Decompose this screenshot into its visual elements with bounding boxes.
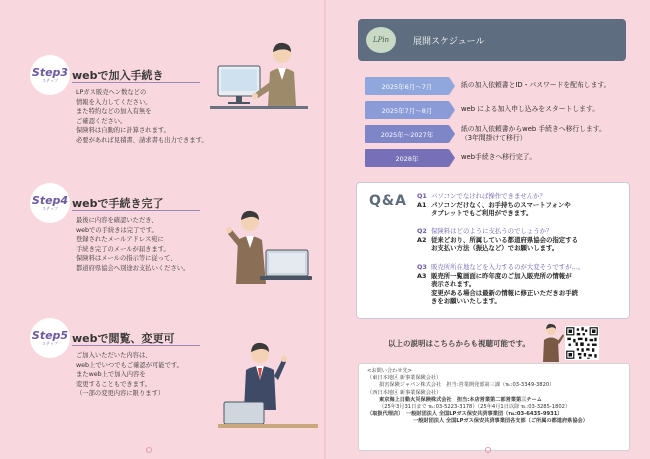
qa-answer-text: きをお願いいたします。 bbox=[431, 297, 501, 306]
qa-item bbox=[417, 227, 627, 253]
qa-answer bbox=[417, 280, 627, 289]
step5-badge bbox=[30, 318, 70, 358]
person-with-laptop-illustration bbox=[222, 206, 314, 286]
contact-box bbox=[358, 363, 630, 451]
person-at-desktop-illustration bbox=[210, 36, 310, 126]
contact-line: （25年3月31日まで ℡:03-5223-3178）（25年4月1日以降 ℡:03-3285-1802） bbox=[379, 404, 571, 411]
schedule-row bbox=[365, 149, 627, 167]
contact-line: 一般財団法人 全国LPガス保安共済事業団各支部（ご所属の都道府県協会） bbox=[413, 418, 588, 425]
qa-answer-text: パソコンだけなく、お手持ちのスマートフォンや bbox=[431, 200, 571, 209]
lpin-logo: LPin bbox=[366, 27, 396, 53]
step4-line: webでの手続きは完了です。 bbox=[76, 226, 158, 234]
qa-answer-key: A1 bbox=[417, 200, 427, 209]
qa-answer bbox=[417, 201, 627, 210]
qa-answer-key: A3 bbox=[417, 271, 427, 280]
step3-sub: ステップ bbox=[42, 78, 58, 83]
step5-title: webで閲覧、変更可 bbox=[72, 332, 175, 345]
qa-question-text: 保険料はどのように支払うのでしょうか？ bbox=[431, 227, 553, 235]
qa-answer-text: 変更がある場合は最新の情報に修正いただきお手続 bbox=[431, 288, 578, 297]
qa-item bbox=[417, 263, 627, 306]
step3-line: LPガス販売ヘン数などの bbox=[76, 89, 147, 96]
step4-badge bbox=[30, 183, 70, 223]
step5-sub: ステップ bbox=[42, 341, 58, 346]
schedule-row bbox=[365, 125, 627, 143]
qa-question bbox=[417, 263, 627, 272]
qa-question bbox=[417, 227, 627, 236]
step3-number: Step3 bbox=[31, 66, 69, 79]
qa-box bbox=[356, 182, 630, 319]
step3-underline bbox=[72, 82, 200, 83]
step4-line: 最後に内容を確認いただき、 bbox=[76, 217, 158, 224]
qa-answer-text: お支払い方法（振込など）でお願いします。 bbox=[431, 244, 559, 253]
page-marker-left bbox=[146, 447, 152, 453]
qa-item bbox=[417, 192, 627, 218]
contact-line: （取扱代理店） 一般財団法人 全国LPガス保安共済事業団（℡:03-6435-9931） bbox=[367, 411, 563, 418]
step3-badge bbox=[30, 55, 70, 95]
presenter-illustration bbox=[537, 322, 565, 362]
schedule-date: 2028年 bbox=[365, 149, 449, 167]
step3-line: 情報を入力してください。 bbox=[76, 98, 152, 106]
step5-line: （一部の変更内容に限ります） bbox=[76, 390, 165, 397]
step3-line: また特約などの加入有無を bbox=[76, 108, 152, 115]
qa-answer bbox=[417, 244, 627, 253]
schedule-header bbox=[358, 19, 626, 61]
step4-line: 都道府県協会へ別途お支払いください。 bbox=[76, 264, 190, 272]
contact-line: 東京海上日動火災保険株式会社 担当:本店営業第二部営業第三チーム bbox=[379, 396, 542, 403]
video-info-text: 以上の説明はこちらからも視聴可能です。 bbox=[388, 339, 530, 348]
schedule-text bbox=[461, 105, 599, 114]
schedule-text bbox=[461, 125, 606, 143]
schedule-text-line: 紙の加入依頼書とID・パスワードを配布します。 bbox=[461, 81, 611, 89]
qa-answer-key: A2 bbox=[417, 235, 427, 244]
schedule-date: 2025年〜2027年 bbox=[365, 125, 449, 143]
page-marker-right bbox=[485, 447, 491, 453]
step5-line: web上でいつでもご確認が可能です。 bbox=[76, 361, 183, 369]
person-reviewing-laptop-illustration bbox=[218, 340, 318, 440]
qa-answer bbox=[417, 209, 627, 218]
contact-line: （東日本地区 新事業保険会社） bbox=[367, 375, 442, 382]
schedule-text-line: （3年間掛けて移行） bbox=[461, 134, 527, 142]
schedule-date: 2025年6月〜7月 bbox=[365, 77, 449, 95]
step5-line: 変更することもできます。 bbox=[76, 380, 152, 388]
step5-line: またweb上で加入内容を bbox=[76, 371, 146, 378]
schedule-text bbox=[461, 153, 536, 162]
right-page bbox=[325, 0, 650, 459]
step5-body bbox=[76, 351, 236, 399]
step4-line: 登録されたメールアドレス宛に bbox=[76, 236, 164, 243]
qa-question bbox=[417, 192, 627, 201]
step5-line: ご加入いただいた内容は、 bbox=[76, 352, 152, 359]
schedule-title: 展開スケジュール bbox=[413, 37, 485, 47]
schedule-date: 2025年7月〜8月 bbox=[365, 101, 449, 119]
step4-underline bbox=[72, 210, 200, 211]
qa-label: Q&A bbox=[369, 193, 407, 209]
step3-title: webで加入手続き bbox=[72, 69, 164, 82]
step4-sub: ステップ bbox=[42, 206, 58, 211]
schedule-text-line: web による加入申し込みをスタートします。 bbox=[461, 105, 600, 113]
qa-question-text: パソコンでなければ操作できませんか？ bbox=[431, 192, 546, 200]
qa-question-key: Q1 bbox=[417, 192, 427, 200]
qa-answer-text: 販売所一覧画面に昨年度のご加入販売所の情報が bbox=[431, 271, 572, 280]
schedule-text bbox=[461, 81, 610, 90]
step4-line: 保険料はメールの指示等に従って、 bbox=[76, 255, 177, 262]
qa-question-text: 販売所所在地などを入力するのが大変そうですが…。 bbox=[431, 263, 585, 271]
step4-number: Step4 bbox=[31, 194, 69, 207]
step3-line: ご確認ください。 bbox=[76, 117, 127, 125]
schedule-text-line: web手続きへ移行完了。 bbox=[461, 153, 537, 161]
contact-line: 損害保険ジャパン株式会社 担当:営業開発部第三課（℡:03-3349-3820） bbox=[379, 382, 555, 389]
qa-answer-text: 表示されます。 bbox=[431, 280, 476, 289]
contact-heading: <お問い合わせ先> bbox=[367, 368, 413, 374]
qa-answer bbox=[417, 297, 627, 306]
step4-body bbox=[76, 216, 236, 273]
qa-answer-text: 従来どおり、所属している都道府県協会の指定する bbox=[431, 235, 578, 244]
qa-question-key: Q2 bbox=[417, 227, 427, 235]
schedule-text-line: 紙の加入依頼書からweb 手続きへ移行します。 bbox=[461, 125, 606, 133]
qa-answer bbox=[417, 236, 627, 245]
step4-title: webで手続き完了 bbox=[72, 197, 164, 210]
qr-code[interactable] bbox=[565, 326, 599, 360]
step5-number: Step5 bbox=[31, 329, 69, 342]
contact-line: （西日本地区 新事業保険会社） bbox=[367, 389, 442, 396]
qa-answer-text: タブレットでもご利用ができます。 bbox=[431, 209, 533, 218]
schedule-row bbox=[365, 101, 627, 119]
qa-question-key: Q3 bbox=[417, 263, 427, 271]
qa-answer bbox=[417, 272, 627, 281]
step3-line: 必要があれば見積書、請求書も出力できます。 bbox=[76, 136, 208, 144]
step4-line: 手続き完了のメールが届きます。 bbox=[76, 245, 170, 253]
schedule-row bbox=[365, 77, 627, 95]
step5-underline bbox=[72, 345, 200, 346]
step3-line: 保険料は自動的に計算されます。 bbox=[76, 127, 170, 134]
